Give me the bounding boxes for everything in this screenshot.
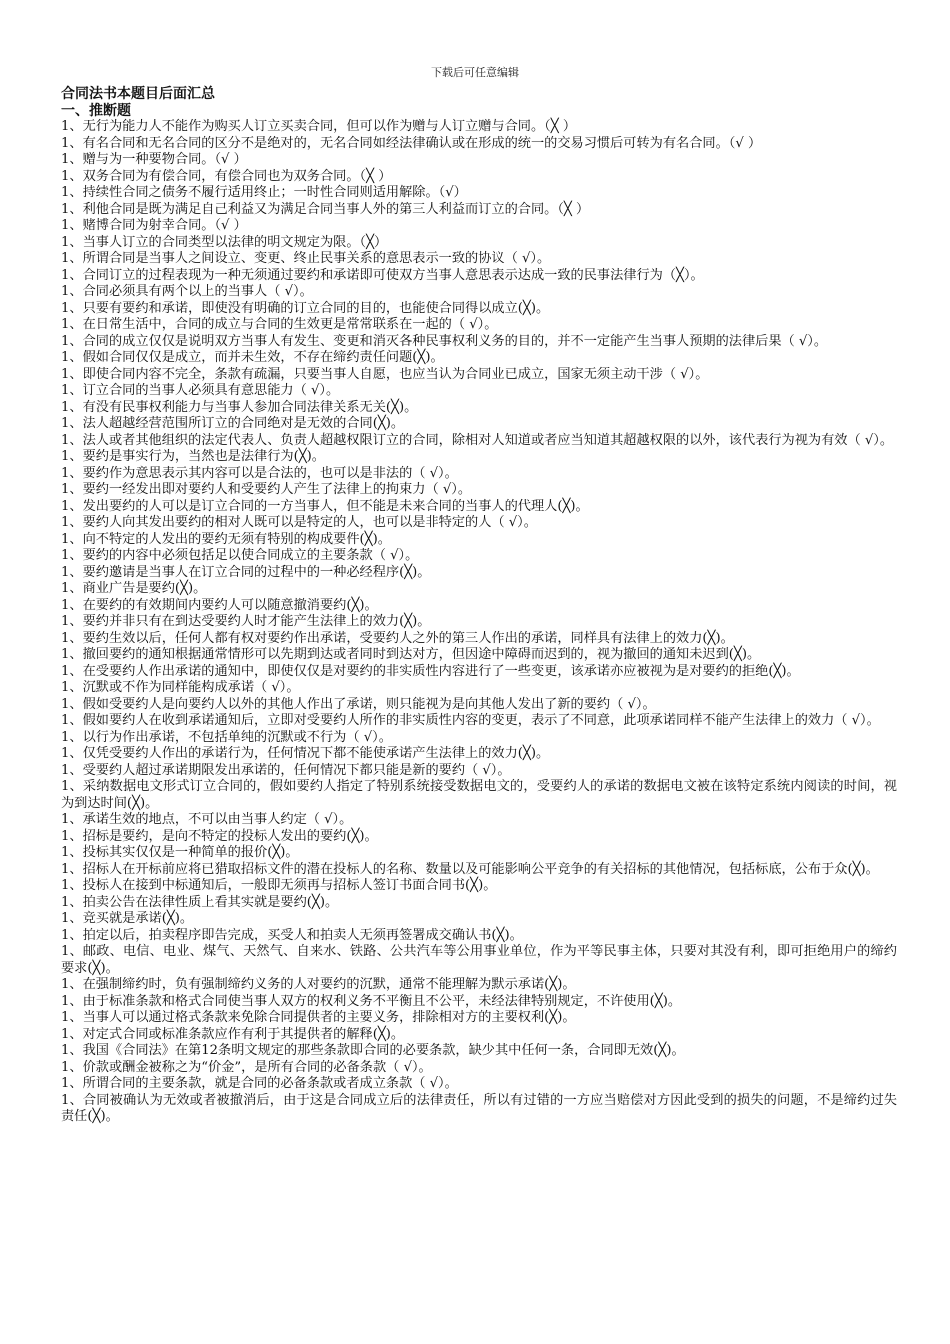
question-item: 1、采纳数据电文形式订立合同的，假如要约人指定了特别系统接受数据电文的，受要约人的承诺的数据电文被在该特定系统内阅读的时间，视为到达时间(╳)。 bbox=[61, 779, 897, 811]
question-item: 1、所谓合同的主要条款，就是合同的必备条款或者成立条款（ √）。 bbox=[61, 1076, 458, 1091]
question-item: 1、拍卖公告在法律性质上看其实就是要约(╳)。 bbox=[61, 894, 339, 910]
question-item: 1、要约一经发出即对要约人和受要约人产生了法律上的拘束力（ √）。 bbox=[61, 482, 472, 497]
question-item: 1、我国《合同法》在第12条明文规定的那些条款即合同的必要条款，缺少其中任何一条，合同即无效(╳)。 bbox=[61, 1043, 685, 1058]
question-item: 1、在日常生活中，合同的成立与合同的生效更是常常联系在一起的（ √）。 bbox=[61, 317, 498, 332]
question-item: 1、合同被确认为无效或者被撤消后，由于这是合同成立后的法律责任，所以有过错的一方应当赔偿对方因此受到的损失的问题，不是缔约过失责任(╳)。 bbox=[61, 1092, 897, 1124]
question-item: 1、当事人订立的合同类型以法律的明文规定为限。（╳） bbox=[61, 234, 388, 250]
question-item: 1、当事人可以通过格式条款来免除合同提供者的主要义务，排除相对方的主要权利(╳)。 bbox=[61, 1010, 576, 1025]
question-item: 1、仅凭受要约人作出的承诺行为，任何情况下都不能使承诺产生法律上的效力(╳)。 bbox=[61, 746, 550, 761]
section-heading: 一、推断题 bbox=[61, 102, 131, 119]
question-item: 1、假如受要约人是向要约人以外的其他人作出了承诺，则只能视为是向其他人发出了新的要约（ √）。 bbox=[61, 696, 656, 712]
question-item: 1、有名合同和无名合同的区分不是绝对的，无名合同如经法律确认或在形成的统一的交易习惯后可转为有名合同。（√ ） bbox=[61, 135, 762, 151]
question-item: 1、由于标准条款和格式合同使当事人双方的权利义务不平衡且不公平，未经法律特别规定，不许使用(╳)。 bbox=[61, 993, 682, 1009]
question-item: 1、赌博合同为射幸合同。（√ ） bbox=[61, 218, 247, 233]
question-item: 1、要约是事实行为，当然也是法律行为(╳)。 bbox=[61, 449, 325, 464]
question-item: 1、订立合同的当事人必须具有意思能力（ √）。 bbox=[61, 383, 340, 398]
question-item: 1、以行为作出承诺，不包括单纯的沉默或不行为（ √）。 bbox=[61, 729, 392, 745]
question-item: 1、要约作为意思表示其内容可以是合法的，也可以是非法的（ √）。 bbox=[61, 465, 458, 481]
question-item: 1、招标是要约，是向不特定的投标人发出的要约(╳)。 bbox=[61, 828, 378, 844]
question-item: 1、要约并非只有在到达受要约人时才能产生法律上的效力(╳)。 bbox=[61, 614, 431, 629]
question-item: 1、要约邀请是当事人在订立合同的过程中的一种必经程序(╳)。 bbox=[61, 564, 431, 580]
question-item: 1、所谓合同是当事人之间设立、变更、终止民事关系的意思表示一致的协议（ √）。 bbox=[61, 251, 551, 266]
question-item: 1、只要有要约和承诺，即使没有明确的订立合同的目的，也能使合同得以成立(╳)。 bbox=[61, 300, 550, 316]
question-item: 1、即使合同内容不完全，条款有疏漏，只要当事人自愿，也应当认为合同业已成立，国家无须主动干涉（ √）。 bbox=[61, 366, 709, 382]
question-item: 1、拍定以后，拍卖程序即告完成，买受人和拍卖人无须再签署成交确认书(╳)。 bbox=[61, 927, 523, 943]
question-item: 1、合同的成立仅仅是说明双方当事人有发生、变更和消灭各种民事权利义务的目的，并不一定能产生当事人预期的法律后果（ √）。 bbox=[61, 333, 828, 349]
question-item: 1、价款或酬金被称之为“价金”，是所有合同的必备条款（ √）。 bbox=[61, 1059, 432, 1075]
question-item: 1、要约生效以后，任何人都有权对要约作出承诺，受要约人之外的第三人作出的承诺，同样具有法律上的效力(╳)。 bbox=[61, 630, 734, 646]
question-item: 1、要约的内容中必须包括足以使合同成立的主要条款（ √）。 bbox=[61, 548, 419, 563]
question-item: 1、合同订立的过程表现为一种无须通过要约和承诺即可使双方当事人意思表示达成一致的民事法律行为（╳）。 bbox=[61, 267, 704, 283]
question-item: 1、假如合同仅仅是成立，而并未生效，不存在缔约责任问题(╳)。 bbox=[61, 350, 444, 365]
question-item: 1、竞买就是承诺(╳)。 bbox=[61, 911, 194, 926]
question-item: 1、商业广告是要约(╳)。 bbox=[61, 581, 207, 596]
question-item: 1、法人或者其他组织的法定代表人、负责人超越权限订立的合同，除相对人知道或者应当知道其超越权限的以外，该代表行为视为有效（ √）。 bbox=[61, 432, 894, 448]
question-item: 1、法人超越经营范围所订立的合同绝对是无效的合同(╳)。 bbox=[61, 416, 405, 431]
question-item: 1、投标人在接到中标通知后，一般即无须再与招标人签订书面合同书(╳)。 bbox=[61, 878, 497, 893]
document-title: 合同法书本题目后面汇总 bbox=[61, 86, 215, 102]
document-body bbox=[61, 86, 897, 1126]
question-item: 1、邮政、电信、电业、煤气、天然气、自来水、铁路、公共汽车等公用事业单位，作为平等民事主体，只要对其没有利，即可拒绝用户的缔约要求(╳)。 bbox=[61, 944, 897, 976]
question-item: 1、受要约人超过承诺期限发出承诺的，任何情况下都只能是新的要约（ √）。 bbox=[61, 762, 511, 778]
question-item: 1、在强制缔约时，负有强制缔约义务的人对要约的沉默，通常不能理解为默示承诺(╳)。 bbox=[61, 977, 576, 992]
question-item: 1、撤回要约的通知根据通常情形可以先期到达或者同时到达对方，但因途中障碍而迟到的，视为撤回的通知未迟到(╳)。 bbox=[61, 647, 761, 662]
question-item: 1、向不特定的人发出的要约无须有特别的构成要件(╳)。 bbox=[61, 531, 391, 547]
question-item: 1、合同必须具有两个以上的当事人（ √）。 bbox=[61, 284, 313, 299]
question-item: 1、招标人在开标前应将已猎取招标文件的潜在投标人的名称、数量以及可能影响公平竞争的有关招标的其他情况，包括标底，公布于众(╳)。 bbox=[61, 861, 879, 877]
question-item: 1、沉默或不作为同样能构成承诺（ √）。 bbox=[61, 680, 300, 695]
question-item: 1、要约人向其发出要约的相对人既可以是特定的人，也可以是非特定的人（ √）。 bbox=[61, 515, 537, 530]
question-item: 1、承诺生效的地点，不可以由当事人约定（ √）。 bbox=[61, 812, 353, 827]
page-header-note: 下载后可任意编辑 bbox=[431, 66, 519, 79]
question-list bbox=[61, 119, 897, 1126]
question-item: 1、对定式合同或标准条款应作有利于其提供者的解释(╳)。 bbox=[61, 1026, 405, 1042]
question-item: 1、有没有民事权利能力与当事人参加合同法律关系无关(╳)。 bbox=[61, 399, 418, 415]
question-item: 1、假如要约人在收到承诺通知后，立即对受要约人所作的非实质性内容的变更，表示了不同意，此项承诺同样不能产生法律上的效力（ √）。 bbox=[61, 713, 880, 728]
question-item: 1、双务合同为有偿合同，有偿合同也为双务合同。（╳ ） bbox=[61, 168, 392, 184]
question-item: 1、无行为能力人不能作为购买人订立买卖合同，但可以作为赠与人订立赠与合同。（╳ ） bbox=[61, 119, 577, 134]
question-item: 1、利他合同是既为满足自己利益又为满足合同当事人外的第三人利益而订立的合同。（╳ ） bbox=[61, 201, 590, 217]
question-item: 1、投标其实仅仅是一种简单的报价(╳)。 bbox=[61, 845, 299, 860]
question-item: 1、赠与为一种要物合同。（√ ） bbox=[61, 152, 247, 167]
question-item: 1、在要约的有效期间内要约人可以随意撤消要约(╳)。 bbox=[61, 597, 378, 613]
question-item: 1、在受要约人作出承诺的通知中，即使仅仅是对要约的非实质性内容进行了一些变更，该承诺亦应被视为是对要约的拒绝(╳)。 bbox=[61, 663, 800, 679]
question-item: 1、持续性合同之债务不履行适用终止；一时性合同则适用解除。（√） bbox=[61, 185, 467, 200]
question-item: 1、发出要约的人可以是订立合同的一方当事人，但不能是未来合同的当事人的代理人(╳)。 bbox=[61, 498, 589, 514]
